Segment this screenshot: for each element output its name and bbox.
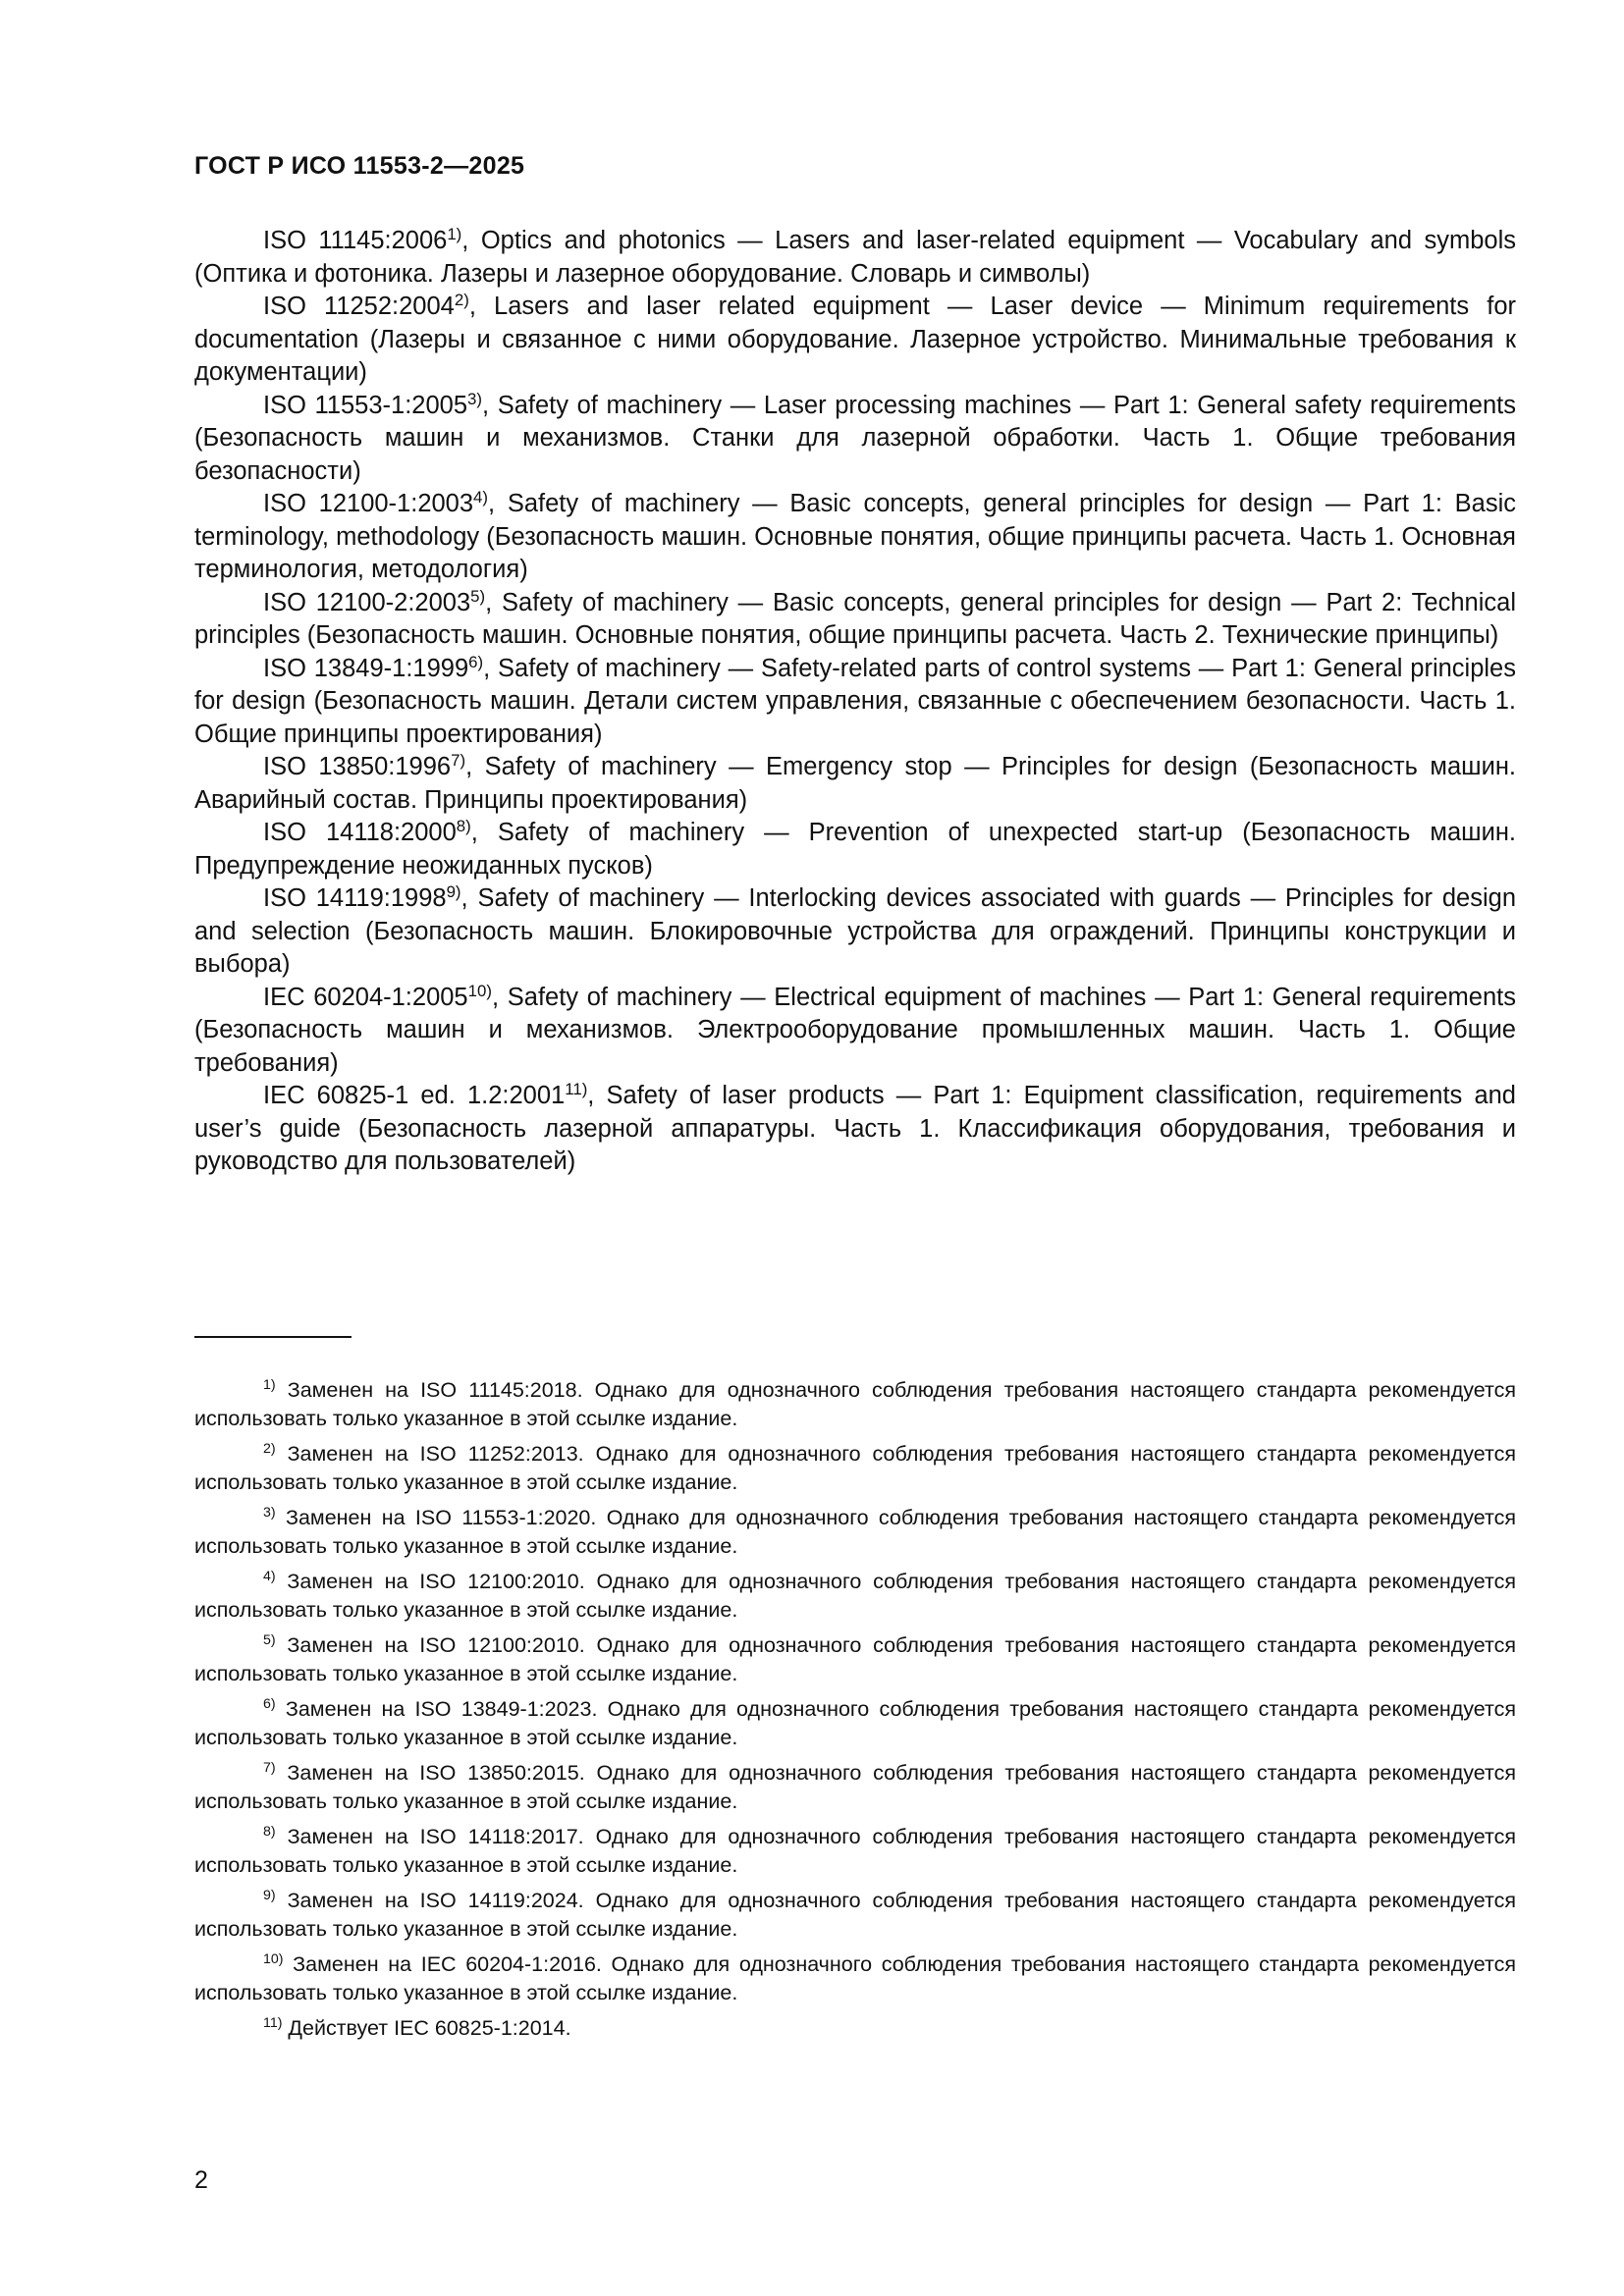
reference-text: , Safety of machinery — Safety-related parts of control systems — Part 1: General principles for design (Безопасность машин. Детали систем управления, связанные с обеспечением безопасности. Часть 1. Общие принципы проектирования) [194, 654, 1516, 748]
footnote-mark: 7) [451, 750, 466, 770]
reference-code: ISO 12100-2:2003 [263, 588, 471, 616]
footnote-text: Заменен на ISO 13849-1:2023. Однако для однозначного соблюдения требования настоящего стандарта рекомендуется использовать только указанное в этой ссылке издание. [194, 1697, 1516, 1749]
footnote-mark: 11) [565, 1079, 588, 1098]
footnote-item [194, 1695, 1516, 1752]
reference-code: ISO 14118:2000 [263, 819, 457, 846]
footnote-item [194, 1376, 1516, 1433]
footnote-separator [194, 1336, 352, 1338]
reference-text: , Safety of machinery — Electrical equipment of machines — Part 1: General requirements (Безопасность машин и механизмов. Электрооборудование промышленных машин. Часть 1. Общие требования) [194, 983, 1516, 1077]
footnote-item [194, 1568, 1516, 1625]
reference-code: ISO 11145:2006 [263, 227, 448, 254]
reference-item [194, 390, 1516, 489]
reference-text: , Safety of machinery — Interlocking devices associated with guards — Principles for design and selection (Безопасность машин. Блокировочные устройства для ограждений. Принципы конструкции и выбора) [194, 884, 1516, 978]
footnote-mark: 1) [263, 1377, 276, 1394]
footnote-mark: 11) [263, 2015, 283, 2032]
footnote-mark: 4) [263, 1569, 276, 1585]
reference-item [194, 751, 1516, 817]
footnote-mark: 3) [467, 389, 483, 408]
footnote-mark: 10) [263, 1951, 284, 1968]
footnote-text: Действует IEC 60825-1:2014. [282, 2016, 571, 2040]
reference-text: , Safety of laser products — Part 1: Equipment classification, requirements and user’s guide (Безопасность лазерной аппаратуры. Часть 1. Классификация оборудования, требования и руководство для пользователей) [194, 1082, 1516, 1175]
footnote-mark: 4) [473, 487, 489, 507]
reference-code: ISO 14119:1998 [263, 884, 447, 912]
footnote-text: Заменен на ISO 11553-1:2020. Однако для однозначного соблюдения требования настоящего стандарта рекомендуется использовать только указанное в этой ссылке издание. [194, 1506, 1516, 1558]
footnote-mark: 2) [263, 1441, 276, 1458]
footnote-item [194, 1440, 1516, 1497]
footnote-text: Заменен на ISO 14118:2017. Однако для однозначного соблюдения требования настоящего стандарта рекомендуется использовать только указанное в этой ссылке издание. [194, 1825, 1516, 1877]
footnote-item [194, 1823, 1516, 1880]
footnote-mark: 6) [263, 1696, 276, 1713]
footnote-mark: 10) [467, 981, 492, 1000]
reference-code: ISO 11553-1:2005 [263, 391, 468, 419]
reference-text: , Safety of machinery — Basic concepts, general principles for design — Part 1: Basic terminology, methodology (Безопасность машин. Основные понятия, общие принципы расчета. Часть 1. Основная терминология, методология) [194, 490, 1516, 583]
footnote-text: Заменен на ISO 11252:2013. Однако для однозначного соблюдения требования настоящего стандарта рекомендуется использовать только указанное в этой ссылке издание. [194, 1442, 1516, 1494]
page-number: 2 [194, 2166, 208, 2194]
reference-item [194, 882, 1516, 982]
reference-item [194, 982, 1516, 1081]
footnote-item [194, 2014, 1516, 2043]
footnote-mark: 5) [263, 1632, 276, 1649]
document-header-title: ГОСТ Р ИСО 11553-2—2025 [194, 152, 525, 180]
footnote-mark: 8) [263, 1824, 276, 1841]
footnote-text: Заменен на ISO 13850:2015. Однако для однозначного соблюдения требования настоящего стандарта рекомендуется использовать только указанное в этой ссылке издание. [194, 1761, 1516, 1813]
footnote-text: Заменен на ISO 14119:2024. Однако для однозначного соблюдения требования настоящего стандарта рекомендуется использовать только указанное в этой ссылке издание. [194, 1889, 1516, 1941]
footnote-item [194, 1759, 1516, 1816]
footnote-mark: 6) [468, 652, 484, 671]
footnote-item [194, 1504, 1516, 1561]
footnote-mark: 2) [454, 290, 469, 309]
reference-item [194, 488, 1516, 587]
footnote-mark: 1) [447, 224, 462, 243]
footnotes [194, 1376, 1516, 2050]
footnote-text: Заменен на ISO 12100:2010. Однако для однозначного соблюдения требования настоящего стандарта рекомендуется использовать только указанное в этой ссылке издание. [194, 1633, 1516, 1685]
footnote-mark: 7) [263, 1760, 276, 1777]
reference-text: , Safety of machinery — Emergency stop — Principles for design (Безопасность машин. Аварийный состав. Принципы проектирования) [194, 753, 1516, 814]
reference-item [194, 1080, 1516, 1179]
footnote-text: Заменен на IEC 60204-1:2016. Однако для однозначного соблюдения требования настоящего стандарта рекомендуется использовать только указанное в этой ссылке издание. [194, 1952, 1516, 2004]
reference-code: IEC 60204-1:2005 [263, 983, 468, 1011]
reference-item [194, 653, 1516, 752]
reference-text: , Safety of machinery — Prevention of unexpected start-up (Безопасность машин. Предупреждение неожиданных пусков) [194, 819, 1517, 880]
footnote-text: Заменен на ISO 12100:2010. Однако для однозначного соблюдения требования настоящего стандарта рекомендуется использовать только указанное в этой ссылке издание. [194, 1570, 1516, 1622]
footnote-mark: 9) [263, 1888, 276, 1904]
footnote-item [194, 1887, 1516, 1944]
footnote-item [194, 1950, 1516, 2007]
reference-code: IEC 60825-1 ed. 1.2:2001 [263, 1082, 566, 1109]
footnote-item [194, 1631, 1516, 1688]
reference-text: , Lasers and laser related equipment — Laser device — Minimum requirements for documentation (Лазеры и связанное с ними оборудование. Лазерное устройство. Минимальные требования к документации) [194, 293, 1517, 386]
reference-item [194, 817, 1516, 882]
reference-code: ISO 13850:1996 [263, 753, 452, 780]
footnote-mark: 3) [263, 1505, 276, 1522]
reference-code: ISO 11252:2004 [263, 293, 455, 320]
reference-text: , Optics and photonics — Lasers and laser-related equipment — Vocabulary and symbols (Оптика и фотоника. Лазеры и лазерное оборудование. Словарь и символы) [194, 227, 1516, 288]
footnote-mark: 5) [470, 586, 486, 606]
reference-code: ISO 13849-1:1999 [263, 654, 469, 682]
reference-item [194, 587, 1516, 653]
normative-references [194, 225, 1516, 1179]
footnote-mark: 8) [456, 816, 471, 835]
reference-item [194, 225, 1516, 291]
reference-item [194, 291, 1516, 390]
reference-text: , Safety of machinery — Laser processing machines — Part 1: General safety requirements (Безопасность машин и механизмов. Станки для лазерной обработки. Часть 1. Общие требования безопасности) [194, 391, 1517, 485]
reference-code: ISO 12100-1:2003 [263, 490, 474, 517]
footnote-text: Заменен на ISO 11145:2018. Однако для однозначного соблюдения требования настоящего стандарта рекомендуется использовать только указанное в этой ссылке издание. [194, 1378, 1516, 1430]
reference-text: , Safety of machinery — Basic concepts, general principles for design — Part 2: Technical principles (Безопасность машин. Основные понятия, общие принципы расчета. Часть 2. Технические принципы) [194, 588, 1516, 649]
footnote-mark: 9) [446, 881, 461, 901]
